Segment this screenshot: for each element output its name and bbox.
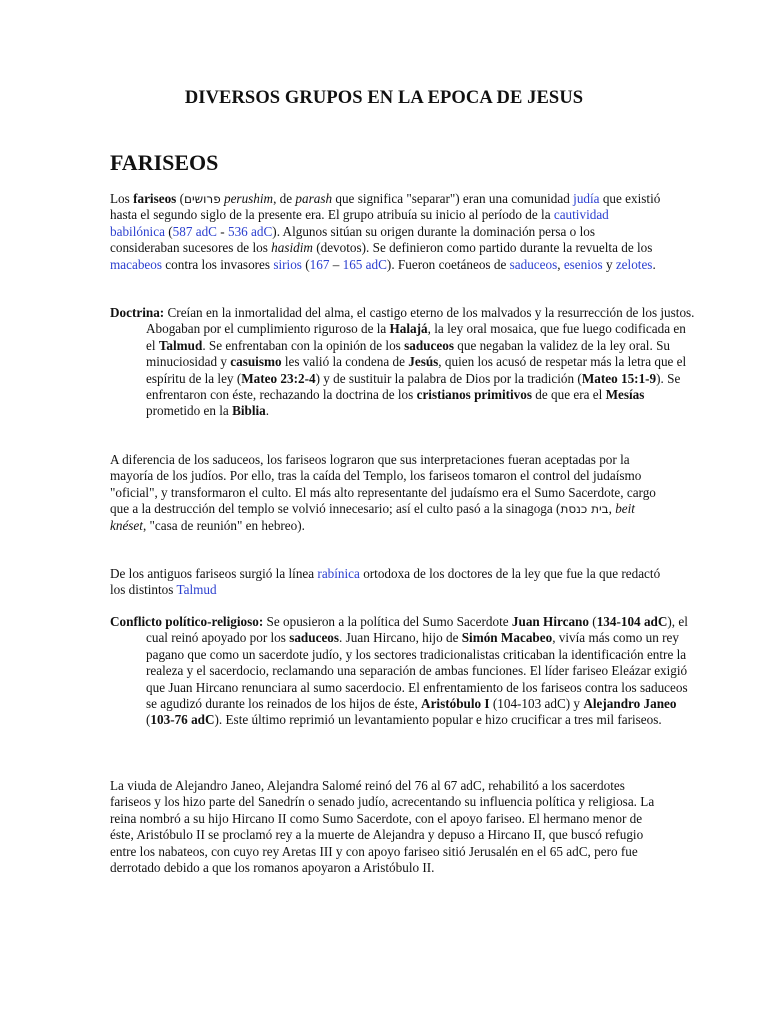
term-saduceos: saduceos bbox=[289, 630, 340, 646]
text-run: (104-103 adC) y bbox=[489, 696, 584, 712]
document-title: DIVERSOS GRUPOS EN LA EPOCA DE JESUS bbox=[184, 88, 584, 108]
term-halaja: Halajá bbox=[389, 321, 428, 337]
term-fariseos: fariseos bbox=[133, 191, 177, 206]
link-rabinica[interactable]: rabínica bbox=[317, 566, 360, 581]
link-macabeos[interactable]: macabeos bbox=[110, 256, 162, 272]
rabinica-paragraph bbox=[110, 566, 662, 599]
text-run: Los bbox=[110, 191, 134, 206]
link-cautividad-babilonica[interactable]: cautividad babilónica bbox=[110, 207, 609, 239]
text-run: ). Algunos sitúan su origen durante la dominación persa o los consideraban sucesores de los bbox=[110, 223, 595, 256]
hebrew-term: בית כנסת bbox=[560, 502, 609, 517]
text-run: , quien los acusó de respetar más la letra que el espíritu de la ley ( bbox=[146, 354, 687, 386]
text-run: ). Se enfrentaron con éste, rechazando la doctrina de los bbox=[146, 370, 681, 403]
text-run: ( bbox=[176, 191, 184, 206]
text-run: ( bbox=[164, 223, 173, 239]
text-run: ), el cual reinó apoyado por los bbox=[146, 614, 688, 646]
term-103-76-adc: 103-76 adC bbox=[150, 712, 215, 728]
link-zelotes[interactable]: zelotes bbox=[615, 256, 653, 272]
text-run: (devotos). Se definieron como partido durante la revuelta de los bbox=[312, 240, 653, 256]
text-run: que negaban la validez de la ley oral. Su minuciosidad y bbox=[146, 337, 670, 370]
text-run: La viuda de Alejandro Janeo, Alejandra Salomé reinó del 76 al 67 adC, rehabilitó a los sacerdotes fariseos y los hizo parte del Sanedrín o senado judío, acrecentando su influencia política y religiosa. La reina nombró a su hijo Hircano II como Sumo Sacerdote, con el apoyo fariseo. El hermano menor de éste, Aristóbulo II se proclamó rey a la muerte de Alejandra y depuso a Hircano II, que buscó refugio entre los nabateos, con cuyo rey Aretas III y con apoyo fariseo sitió Jerusalén en el 65 adC, pero fue derrotado debido a que los romanos apoyaron a Aristóbulo II. bbox=[110, 778, 655, 876]
text-run: , la ley oral mosaica, que fue luego codificada en el bbox=[146, 321, 686, 353]
link-587-adc[interactable]: 587 adC bbox=[172, 223, 217, 239]
text-run: , bbox=[557, 256, 564, 272]
text-run: , "casa de reunión" en hebreo). bbox=[142, 517, 305, 533]
text-run: A diferencia de los saduceos, los fariseos lograron que sus interpretaciones fueran aceptadas por la mayoría de los judíos. Por ello, tras la caída del Templo, los fariseos tomaron el control del judaísmo "oficial", y transformaron el culto. El más alto representante del judaísmo era el Sumo Sacerdote, cargo que a la destrucción del templo se volvió innecesario; así el culto pasó a la sinagoga ( bbox=[110, 452, 656, 517]
text-run: ortodoxa de los doctores de la ley que fue la que redactó los distintos bbox=[110, 566, 661, 598]
intro-paragraph bbox=[110, 191, 662, 273]
text-run: , vivía más como un rey pagano que como un sacerdote judío, y los sectores tradicionalistas criticaban la identificación entre la realeza y el sacerdocio, reclamando una separación de ambas funciones. El líder fariseo Eleázar exigió que Juan Hircano renunciara al sumo sacerdocio. El enfrentamiento de los fariseos contra los saduceos se agudizó durante los reinados de los hijos de éste, bbox=[146, 630, 688, 712]
text-run: ( bbox=[301, 256, 310, 272]
text-run: prometido en la bbox=[146, 403, 233, 419]
doctrina-paragraph bbox=[110, 305, 698, 420]
text-run: . Se enfrentaban con la opinión de los bbox=[202, 337, 405, 353]
link-saduceos[interactable]: saduceos bbox=[509, 256, 558, 272]
term-biblia: Biblia bbox=[232, 403, 266, 419]
conflicto-paragraph bbox=[110, 614, 698, 729]
term-mesias: Mesías bbox=[605, 387, 645, 403]
term-simon-macabeo: Simón Macabeo bbox=[461, 630, 553, 646]
text-run: Creían en la inmortalidad del alma, el castigo eterno de los malvados y la resurrección de los justos. Abogaban por el cumplimiento riguroso de la bbox=[146, 305, 695, 337]
text-run: ). Fueron coetáneos de bbox=[386, 256, 510, 272]
text-run: de que era el bbox=[531, 387, 606, 403]
ref-mateo-23: Mateo 23:2-4 bbox=[241, 370, 316, 386]
text-run: que significa "separar") eran una comunidad bbox=[332, 191, 574, 206]
text-run: les valió la condena de bbox=[281, 354, 409, 370]
link-esenios[interactable]: esenios bbox=[563, 256, 603, 272]
text-run: Se opusieron a la política del Sumo Sacerdote bbox=[263, 614, 512, 629]
text-run: . bbox=[652, 256, 656, 272]
text-run: ( bbox=[146, 712, 151, 728]
term-alejandro-janeo: Alejandro Janeo bbox=[583, 696, 677, 712]
label-conflicto: Conflicto político-religioso: bbox=[110, 614, 264, 629]
term-134-104-adc: 134-104 adC bbox=[596, 614, 668, 629]
text-run: , de bbox=[273, 191, 296, 206]
text-run: - bbox=[216, 223, 228, 239]
term-casuismo: casuismo bbox=[230, 354, 282, 370]
ref-mateo-15: Mateo 15:1-9 bbox=[581, 370, 657, 386]
text-run: ( bbox=[588, 614, 597, 629]
text-run: contra los invasores bbox=[162, 256, 274, 272]
section-title-fariseos: FARISEOS bbox=[110, 150, 219, 175]
term-saduceos: saduceos bbox=[404, 337, 454, 353]
term-beit-kneset: beit knéset bbox=[110, 501, 635, 533]
alejandra-salome-paragraph bbox=[110, 778, 662, 876]
text-run: De los antiguos fariseos surgió la línea bbox=[110, 566, 318, 581]
term-jesus: Jesús bbox=[408, 354, 439, 370]
term-cristianos-primitivos: cristianos primitivos bbox=[416, 387, 532, 403]
text-run: – bbox=[329, 256, 343, 272]
term-parash: parash bbox=[295, 191, 333, 206]
term-aristobulo-i: Aristóbulo I bbox=[421, 696, 490, 712]
term-perushim: perushim bbox=[223, 191, 274, 206]
term-juan-hircano: Juan Hircano bbox=[511, 614, 589, 629]
term-talmud: Talmud bbox=[158, 337, 203, 353]
link-sirios[interactable]: sirios bbox=[273, 256, 302, 272]
label-doctrina: Doctrina: bbox=[110, 305, 165, 320]
text-run: ) y de sustituir la palabra de Dios por la tradición ( bbox=[315, 370, 582, 386]
text-run: . bbox=[265, 403, 270, 419]
link-536-adc[interactable]: 536 adC bbox=[227, 223, 273, 239]
term-hasidim: hasidim bbox=[271, 240, 313, 256]
link-167[interactable]: 167 bbox=[309, 256, 330, 272]
saduceos-comparison-paragraph bbox=[110, 452, 662, 534]
link-judia[interactable]: judía bbox=[573, 191, 600, 206]
text-run: . Juan Hircano, hijo de bbox=[339, 630, 462, 646]
text-run: y bbox=[602, 256, 616, 272]
text-run: que existió hasta el segundo siglo de la presente era. El grupo atribuía su inicio al período de la bbox=[110, 191, 661, 223]
link-talmud[interactable]: Talmud bbox=[176, 582, 217, 598]
text-run: ). Este último reprimió un levantamiento popular e hizo crucificar a tres mil fariseos. bbox=[214, 712, 662, 728]
text-run: , bbox=[608, 501, 616, 517]
link-165-adc[interactable]: 165 adC bbox=[342, 256, 387, 272]
hebrew-term: פרושים bbox=[184, 192, 221, 206]
